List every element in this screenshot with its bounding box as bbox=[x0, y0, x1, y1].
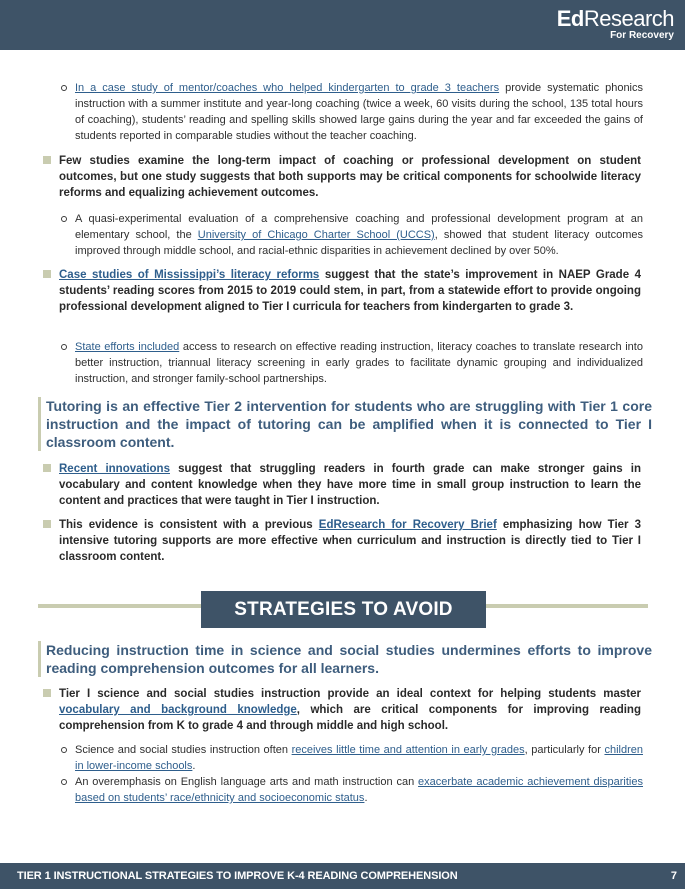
bullet-mississippi bbox=[59, 267, 641, 315]
link-achievement-disparities[interactable]: exacerbate academic achievement disparities based on students’ race/ethnicity and socioeconomic status bbox=[75, 776, 643, 804]
bullet-text-pre: Tier I science and social studies instruction provide an ideal context for helping students master bbox=[59, 688, 641, 700]
bullet-text: Few studies examine the long-term impact of coaching or professional development on student outcomes, but one study suggests that both supports may be critical components for schoolwide literacy reforms and equalizing achievement outcomes. bbox=[59, 155, 641, 199]
bullet-evidence-consistent bbox=[59, 517, 641, 565]
square-bullet-icon bbox=[43, 270, 51, 278]
bullet-text: suggest that the state’s improvement in NAEP Grade 4 students’ reading scores from 2015 to 2019 could stem, in part, from a statewide effort to provide ongoing professional development aligned to Tier I curricula for teachers from kindergarten to grade 3. bbox=[59, 269, 641, 313]
link-mississippi-case-studies[interactable]: Case studies of Mississippi’s literacy reforms bbox=[59, 269, 320, 281]
link-uccs[interactable]: University of Chicago Charter School (UCCS) bbox=[197, 229, 435, 241]
link-lower-income-schools[interactable]: children in lower-income schools bbox=[75, 744, 643, 772]
callout-reducing-instruction: Reducing instruction time in science and social studies undermines efforts to improve reading comprehension outcomes for all learners. bbox=[38, 641, 652, 677]
sub-bullet-text-post: . bbox=[192, 760, 196, 772]
footer-title: TIER 1 INSTRUCTIONAL STRATEGIES TO IMPROVE K-4 READING COMPREHENSION bbox=[17, 870, 458, 882]
link-edresearch-brief[interactable]: EdResearch for Recovery Brief bbox=[318, 519, 497, 531]
circle-bullet-icon bbox=[61, 779, 67, 785]
sub-bullet-text: provide systematic phonics instruction with a summer institute and year-long coaching (twice a week, 60 visits during the school, 135 total hours of coaching), students’ reading and spelling skills showed large gains during the year and far exceeded the gains of students reported in comparable studies without the teacher coaching. bbox=[75, 82, 644, 142]
sub-bullet-mentor-coaches bbox=[75, 80, 643, 144]
logo-subtitle: For Recovery bbox=[610, 30, 674, 41]
bullet-recent-innovations bbox=[59, 461, 641, 509]
square-bullet-icon bbox=[43, 689, 51, 697]
circle-bullet-icon bbox=[61, 85, 67, 91]
sub-bullet-text-post: , showed that student literacy outcomes improved through middle school, and racial-ethnic disparities in achievement declined by over 50%. bbox=[75, 229, 643, 257]
square-bullet-icon bbox=[43, 520, 51, 528]
bullet-text-post: , which are critical components for improving reading comprehension from K to grade 4 and through middle and high school. bbox=[59, 704, 641, 732]
link-little-time-early-grades[interactable]: receives little time and attention in early grades bbox=[291, 744, 525, 756]
sub-bullet-uccs bbox=[75, 211, 643, 259]
circle-bullet-icon bbox=[61, 344, 67, 350]
link-state-efforts[interactable]: State efforts included bbox=[75, 341, 180, 353]
sub-bullet-text-pre: An overemphasis on English language arts and math instruction can bbox=[75, 776, 419, 788]
square-bullet-icon bbox=[43, 156, 51, 164]
bullet-science-social-studies bbox=[59, 686, 641, 734]
bullet-long-term-impact bbox=[59, 153, 641, 201]
sub-bullet-instruction-time bbox=[75, 742, 643, 774]
divider-right bbox=[485, 604, 648, 608]
link-vocabulary-background-knowledge[interactable]: vocabulary and background knowledge bbox=[59, 704, 297, 716]
callout-tutoring: Tutoring is an effective Tier 2 intervention for students who are struggling with Tier 1 core instruction and the impact of tutoring can be amplified when it is connected to Tier I classroom content. bbox=[38, 397, 652, 451]
sub-bullet-text-pre: A quasi-experimental evaluation of a comprehensive coaching and professional development program at an elementary school, the bbox=[75, 213, 643, 241]
page-number: 7 bbox=[670, 870, 677, 882]
sub-bullet-text-mid: , particularly for bbox=[524, 744, 605, 756]
square-bullet-icon bbox=[43, 464, 51, 472]
logo-bold-text: Ed bbox=[556, 6, 584, 31]
circle-bullet-icon bbox=[61, 216, 67, 222]
circle-bullet-icon bbox=[61, 747, 67, 753]
edresearch-logo bbox=[557, 8, 674, 41]
divider-left bbox=[38, 604, 202, 608]
link-recent-innovations[interactable]: Recent innovations bbox=[59, 463, 170, 475]
section-banner-strategies-to-avoid: STRATEGIES TO AVOID bbox=[201, 591, 486, 628]
bullet-text-pre: This evidence is consistent with a previous bbox=[59, 519, 319, 531]
logo-rest-text: Research bbox=[583, 6, 674, 31]
sub-bullet-state-efforts bbox=[75, 339, 643, 387]
bullet-text-post: emphasizing how Tier 3 intensive tutoring supports are more effective when curriculum and instruction is directly tied to Tier I classroom content. bbox=[59, 519, 641, 563]
sub-bullet-text-pre: Science and social studies instruction often bbox=[75, 744, 292, 756]
sub-bullet-text: access to research on effective reading instruction, literacy coaches to translate research into better instruction, triannual literacy screening in early grades to facilitate dynamic grouping and individualized instruction, and stronger family-school partnerships. bbox=[75, 341, 643, 385]
sub-bullet-overemphasis bbox=[75, 774, 643, 806]
sub-bullet-text-post: . bbox=[364, 792, 368, 804]
link-case-study-mentor-coaches[interactable]: In a case study of mentor/coaches who helped kindergarten to grade 3 teachers bbox=[75, 82, 500, 94]
bullet-text: suggest that struggling readers in fourth grade can make stronger gains in vocabulary and content knowledge when they have more time in small group instruction to learn the content and practices that were taught in Tier I instruction. bbox=[59, 463, 641, 507]
page-header bbox=[0, 0, 685, 50]
page-footer bbox=[0, 863, 685, 889]
